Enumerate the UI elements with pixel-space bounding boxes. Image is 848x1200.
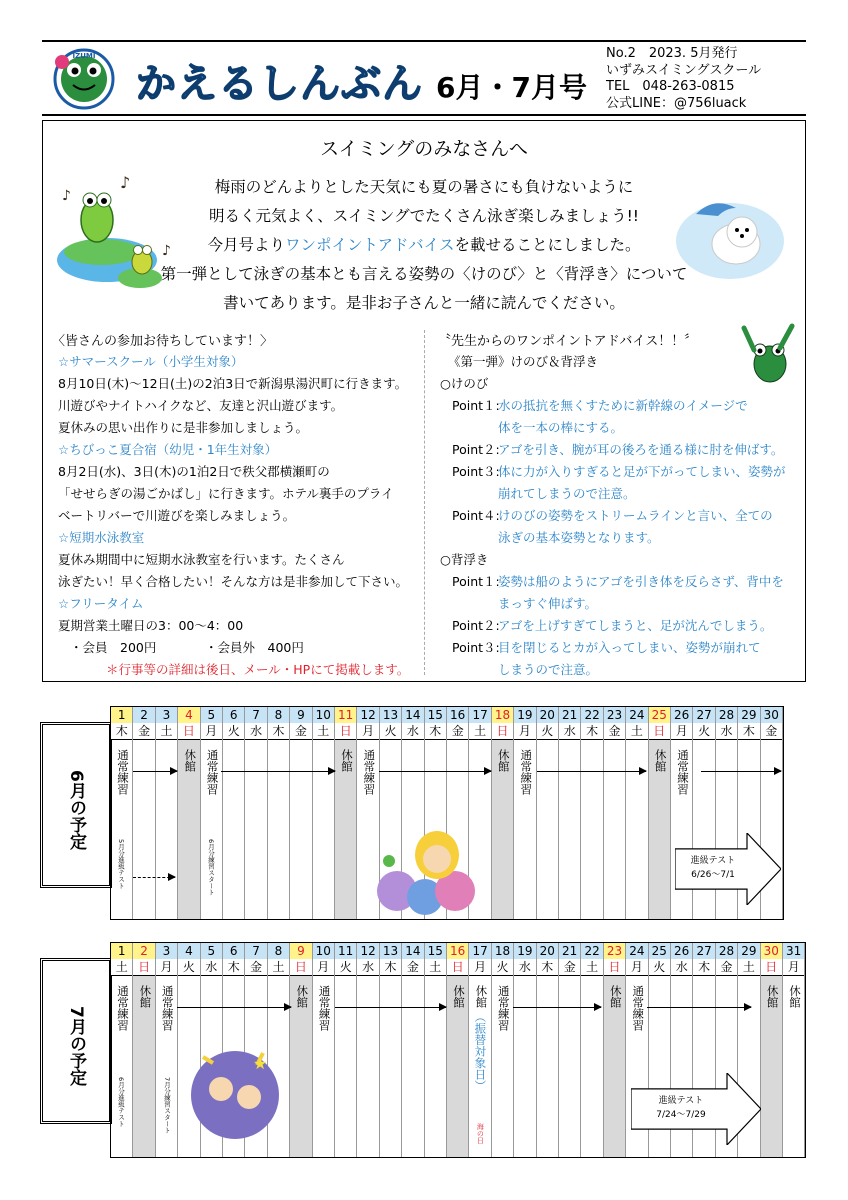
day-of-week: 木 xyxy=(380,959,401,976)
event-title: ☆サマースクール（小学生対象） xyxy=(58,354,244,369)
svg-text:♪: ♪ xyxy=(162,243,171,259)
schedule-arrow xyxy=(335,1007,446,1008)
day-number: 2 xyxy=(133,707,154,723)
day-of-week: 金 xyxy=(604,723,625,740)
day-of-week: 月 xyxy=(783,959,804,976)
day-number: 18 xyxy=(492,943,513,959)
svg-text:IZUMI: IZUMI xyxy=(72,52,96,60)
small-note: 7月分練習スタート xyxy=(163,1077,171,1134)
day-number: 19 xyxy=(514,707,535,723)
event-text: 川遊びやナイトハイクなど、友達と沢山遊びます。 xyxy=(58,398,344,413)
day-of-week: 日 xyxy=(290,959,311,976)
point-label: Point４: xyxy=(452,508,500,523)
day-number: 4 xyxy=(178,707,199,723)
day-number: 26 xyxy=(671,943,692,959)
day-number: 15 xyxy=(425,707,446,723)
point-text: 水の抵抗を無くすために新幹線のイメージで xyxy=(498,398,748,413)
day-number: 22 xyxy=(581,707,602,723)
day-of-week: 木 xyxy=(425,723,446,740)
day-of-week: 月 xyxy=(357,723,378,740)
pub-line: いずみスイミングスクール xyxy=(606,62,762,78)
point-text: 泳ぎの基本姿勢となります。 xyxy=(498,530,660,545)
point-text: 体に力が入りすぎると足が下がってしまい、姿勢が xyxy=(498,464,786,479)
day-number: 8 xyxy=(268,943,289,959)
schedule-arrow xyxy=(221,771,335,772)
event-title: ☆ちびっこ夏合宿（幼児・1年生対象） xyxy=(58,442,278,457)
greeting-line: 梅雨のどんよりとした天気にも夏の暑さにも負けないように xyxy=(214,178,634,196)
schedule-arrow xyxy=(701,771,781,772)
day-of-week: 土 xyxy=(425,959,446,976)
point-text: 目を閉じるとカが入ってしまい、姿勢が崩れて xyxy=(498,640,761,655)
closed-label: 休館 xyxy=(608,985,623,1008)
point-label: Point３: xyxy=(452,464,500,479)
advice-section-title: ○背浮き xyxy=(440,552,489,567)
day-of-week: 木 xyxy=(223,959,244,976)
greeting-text: を載せることにしました。 xyxy=(454,236,641,254)
day-of-week: 木 xyxy=(581,723,602,740)
day-of-week: 水 xyxy=(245,723,266,740)
day-of-week: 土 xyxy=(469,723,490,740)
day-number: 1 xyxy=(111,943,132,959)
normal-practice-label: 通常練習 xyxy=(519,749,534,795)
calendar-day-column xyxy=(156,707,178,919)
calendar-day-column xyxy=(783,943,805,1157)
calendar-day-column xyxy=(133,943,155,1157)
event-text: 夏期営業土曜日の3：00～4：00 xyxy=(58,618,244,633)
day-number: 20 xyxy=(537,707,558,723)
calendar-day-column xyxy=(335,707,357,919)
day-of-week: 火 xyxy=(335,959,356,976)
advice-heading: 〝先生からのワンポイントアドバイス！！〞 xyxy=(438,334,698,349)
day-number: 7 xyxy=(245,943,266,959)
calendar-day-column xyxy=(335,943,357,1157)
calendar-day-column xyxy=(357,943,379,1157)
point-text: まっすぐ伸ばす。 xyxy=(498,596,598,611)
price-member: ・会員 200円 xyxy=(70,640,157,655)
day-number: 13 xyxy=(380,707,401,723)
day-of-week: 土 xyxy=(268,959,289,976)
calendar-day-column xyxy=(559,943,581,1157)
schedule-arrow xyxy=(379,771,491,772)
test-period-label: 進級テスト xyxy=(658,1096,704,1106)
day-number: 14 xyxy=(402,707,423,723)
day-of-week: 水 xyxy=(716,723,737,740)
day-number: 24 xyxy=(626,943,647,959)
day-number: 12 xyxy=(357,707,378,723)
pub-line: No.2 2023. 5月発行 xyxy=(606,46,738,61)
pub-line: TEL 048-263-0815 xyxy=(606,79,735,94)
calendar-day-column xyxy=(514,943,536,1157)
calendar-day-column xyxy=(290,943,312,1157)
test-period-dates: 6/26～7/1 xyxy=(691,870,735,880)
issue-label: 6月・7月号 xyxy=(436,71,587,104)
day-of-week: 火 xyxy=(178,959,199,976)
greeting-text: 今月号より xyxy=(207,236,285,254)
day-of-week: 火 xyxy=(537,723,558,740)
event-title: ☆短期水泳教室 xyxy=(58,530,145,545)
point-text: 体を一本の棒にする。 xyxy=(498,420,624,435)
day-of-week: 土 xyxy=(313,723,334,740)
day-of-week: 月 xyxy=(156,959,177,976)
day-number: 29 xyxy=(738,943,759,959)
calendar-day-column xyxy=(425,943,447,1157)
event-text: 8月10日(木)～12日(土)の2泊3日で新潟県湯沢町に行きます。 xyxy=(58,376,408,391)
header-bottom-rule xyxy=(42,114,806,116)
small-note: 5月分進級テスト xyxy=(117,839,125,889)
price-nonmember: ・会員外 400円 xyxy=(205,640,304,655)
calendar-day-column xyxy=(492,707,514,919)
calendar-day-column xyxy=(313,707,335,919)
day-of-week: 月 xyxy=(514,723,535,740)
schedule-arrow xyxy=(537,771,646,772)
normal-practice-label: 通常練習 xyxy=(676,749,690,795)
day-of-week: 土 xyxy=(738,959,759,976)
column-divider xyxy=(424,330,425,675)
day-of-week: 水 xyxy=(671,959,692,976)
closed-label: 休館 xyxy=(340,749,354,772)
day-of-week: 火 xyxy=(693,723,714,740)
calendar-day-column xyxy=(649,707,671,919)
day-number: 21 xyxy=(559,707,580,723)
day-number: 31 xyxy=(783,943,804,959)
day-of-week: 土 xyxy=(626,723,647,740)
day-number: 14 xyxy=(402,943,423,959)
closed-label: 休館 xyxy=(295,985,310,1008)
header-top-rule xyxy=(42,40,806,42)
day-of-week: 金 xyxy=(559,959,580,976)
day-number: 29 xyxy=(738,707,759,723)
marine-day-label: 海の日 xyxy=(476,1123,485,1144)
calendar-day-column xyxy=(313,943,335,1157)
event-text: ベートリバーで川遊びを楽しみましょう。 xyxy=(58,508,296,523)
june-label-box xyxy=(40,722,112,888)
calendar-day-column xyxy=(133,707,155,919)
newsletter-title: かえるしんぶん xyxy=(136,61,423,107)
day-of-week: 金 xyxy=(402,959,423,976)
calendar-day-column xyxy=(761,943,783,1157)
calendar-day-column xyxy=(290,707,312,919)
day-number: 22 xyxy=(581,943,602,959)
day-of-week: 火 xyxy=(380,723,401,740)
point-text: アゴを上げすぎてしまうと、足が沈んでしまう。 xyxy=(498,618,773,633)
day-of-week: 木 xyxy=(268,723,289,740)
day-of-week: 水 xyxy=(514,959,535,976)
day-number: 13 xyxy=(380,943,401,959)
june-calendar xyxy=(110,706,784,920)
substitute-day-label: （振替対象日） xyxy=(473,1011,488,1092)
closed-label: 休館 xyxy=(474,985,489,1008)
closed-label: 休館 xyxy=(138,985,153,1008)
hydrangea-illustration xyxy=(367,825,485,917)
schedule-arrow xyxy=(133,771,177,772)
day-number: 23 xyxy=(604,707,625,723)
day-number: 23 xyxy=(604,943,625,959)
test-period-dates: 7/24～7/29 xyxy=(656,1110,706,1120)
day-number: 25 xyxy=(649,943,670,959)
calendar-day-column xyxy=(268,707,290,919)
svg-text:♪: ♪ xyxy=(62,188,71,204)
day-of-week: 月 xyxy=(469,959,490,976)
point-text: 崩れてしまうので注意。 xyxy=(498,486,636,501)
day-of-week: 火 xyxy=(223,723,244,740)
test-period-arrow xyxy=(631,1073,761,1145)
closed-label: 休館 xyxy=(788,985,802,1008)
test-period-label: 進級テスト xyxy=(690,856,736,866)
closed-label: 休館 xyxy=(183,749,198,772)
day-number: 11 xyxy=(335,943,356,959)
day-of-week: 金 xyxy=(761,723,782,740)
day-number: 3 xyxy=(156,943,177,959)
day-of-week: 日 xyxy=(133,959,154,976)
calendar-day-column xyxy=(380,943,402,1157)
day-of-week: 金 xyxy=(245,959,266,976)
event-text: 「せせらぎの湯ごかばし」に行きます。ホテル裏手のプライ xyxy=(58,486,394,501)
point-text: しまうので注意。 xyxy=(498,662,599,677)
day-number: 27 xyxy=(693,943,714,959)
day-number: 6 xyxy=(223,943,244,959)
greeting-line: 書いてあります。是非お子さんと一緒に読んでください。 xyxy=(223,294,625,312)
calendar-day-column xyxy=(223,707,245,919)
calendar-day-column xyxy=(559,707,581,919)
calendar-day-column xyxy=(245,707,267,919)
calendar-day-column xyxy=(537,943,559,1157)
point-text: けのびの姿勢をストリームラインと言い、全ての xyxy=(498,508,773,523)
day-number: 24 xyxy=(626,707,647,723)
greeting-line: 第一弾として泳ぎの基本とも言える姿勢の〈けのび〉と〈背浮き〉について xyxy=(160,265,688,283)
point-label: Point２: xyxy=(452,618,500,633)
day-number: 10 xyxy=(313,707,334,723)
day-number: 26 xyxy=(671,707,692,723)
day-number: 11 xyxy=(335,707,356,723)
day-number: 16 xyxy=(447,707,468,723)
svg-text:★: ★ xyxy=(253,1054,268,1073)
greeting-title: スイミングのみなさんへ xyxy=(320,138,528,160)
normal-practice-label: 通常練習 xyxy=(205,749,220,795)
day-of-week: 金 xyxy=(447,723,468,740)
closed-label: 休館 xyxy=(452,985,466,1008)
day-number: 6 xyxy=(223,707,244,723)
day-of-week: 日 xyxy=(335,723,356,740)
tanabata-illustration xyxy=(183,1043,287,1141)
day-of-week: 土 xyxy=(111,959,132,976)
closed-label: 休館 xyxy=(765,985,780,1008)
day-number: 3 xyxy=(156,707,177,723)
day-number: 1 xyxy=(111,707,132,723)
test-period-arrow xyxy=(675,833,781,905)
day-of-week: 月 xyxy=(313,959,334,976)
normal-practice-label: 通常練習 xyxy=(116,985,130,1031)
events-note: ＊行事等の詳細は後日、メール・HPにて掲載します。 xyxy=(106,662,410,677)
day-of-week: 水 xyxy=(402,723,423,740)
small-note: 6月分練習スタート xyxy=(207,839,215,896)
day-of-week: 火 xyxy=(649,959,670,976)
day-of-week: 日 xyxy=(761,959,782,976)
small-note: 6月分進級テスト xyxy=(117,1077,125,1127)
day-of-week: 日 xyxy=(447,959,468,976)
normal-practice-label: 通常練習 xyxy=(631,985,646,1031)
june-label: 6月の予定 xyxy=(66,770,86,850)
day-of-week: 月 xyxy=(626,959,647,976)
schedule-arrow xyxy=(647,1007,751,1008)
day-number: 9 xyxy=(290,943,311,959)
closed-label: 休館 xyxy=(653,749,668,772)
day-number: 17 xyxy=(469,943,490,959)
event-text: 泳ぎたい！早く合格したい！そんな方は是非参加して下さい。 xyxy=(58,574,409,589)
calendar-day-column xyxy=(581,943,603,1157)
day-of-week: 日 xyxy=(178,723,199,740)
day-number: 8 xyxy=(268,707,289,723)
calendar-day-column xyxy=(447,943,469,1157)
july-calendar xyxy=(110,942,806,1158)
day-of-week: 月 xyxy=(671,723,692,740)
day-of-week: 火 xyxy=(492,959,513,976)
event-text: 夏休み期間中に短期水泳教室を行います。たくさん xyxy=(58,552,345,567)
pub-line: 公式LINE：@756luack xyxy=(606,95,747,111)
jumping-frog-illustration xyxy=(740,320,796,388)
july-label: 7月の予定 xyxy=(66,1006,86,1086)
july-label-box xyxy=(40,958,112,1124)
normal-practice-label: 通常練習 xyxy=(317,985,332,1031)
day-number: 7 xyxy=(245,707,266,723)
point-label: Point１: xyxy=(452,574,500,589)
day-number: 28 xyxy=(716,707,737,723)
greeting-line: 明るく元気よく、スイミングでたくさん泳ぎ楽しみましょう!! xyxy=(209,207,639,225)
calendar-day-column xyxy=(492,943,514,1157)
point-text: アゴを引き、腕が耳の後ろを通る様に肘を伸ばす。 xyxy=(498,442,784,457)
calendar-day-column xyxy=(402,943,424,1157)
advice-subheading: 《第一弾》けのび＆背浮き xyxy=(448,354,599,369)
day-number: 18 xyxy=(492,707,513,723)
day-of-week: 水 xyxy=(201,959,222,976)
day-of-week: 金 xyxy=(716,959,737,976)
events-heading: 〈皆さんの参加お待ちしています！〉 xyxy=(52,334,274,349)
day-number: 28 xyxy=(716,943,737,959)
day-number: 10 xyxy=(313,943,334,959)
normal-practice-label: 通常練習 xyxy=(116,749,130,795)
day-of-week: 木 xyxy=(693,959,714,976)
day-number: 9 xyxy=(290,707,311,723)
day-of-week: 金 xyxy=(133,723,154,740)
event-text: 夏休みの思い出作りに是非参加しましょう。 xyxy=(58,420,309,435)
day-of-week: 水 xyxy=(357,959,378,976)
day-of-week: 土 xyxy=(581,959,602,976)
schedule-arrow xyxy=(177,1007,291,1008)
day-of-week: 木 xyxy=(537,959,558,976)
advice-section-title: ○けのび xyxy=(440,376,489,391)
day-number: 12 xyxy=(357,943,378,959)
greeting-line xyxy=(0,233,848,255)
calendar-day-column xyxy=(604,943,626,1157)
day-of-week: 金 xyxy=(290,723,311,740)
schedule-arrow xyxy=(133,877,175,878)
day-of-week: 日 xyxy=(492,723,513,740)
day-of-week: 土 xyxy=(156,723,177,740)
point-text: 姿勢は船のようにアゴを引き体を反らさず、背中を xyxy=(498,574,784,589)
point-label: Point３: xyxy=(452,640,500,655)
calendar-day-column xyxy=(537,707,559,919)
day-number: 4 xyxy=(178,943,199,959)
day-number: 21 xyxy=(559,943,580,959)
normal-practice-label: 通常練習 xyxy=(496,985,511,1031)
day-number: 19 xyxy=(514,943,535,959)
svg-text:♪: ♪ xyxy=(120,173,131,192)
day-number: 17 xyxy=(469,707,490,723)
frog-logo-icon xyxy=(48,48,120,108)
day-number: 16 xyxy=(447,943,468,959)
day-number: 27 xyxy=(693,707,714,723)
point-label: Point２: xyxy=(452,442,500,457)
calendar-day-column xyxy=(178,707,200,919)
calendar-day-column xyxy=(514,707,536,919)
day-of-week: 木 xyxy=(111,723,132,740)
day-number: 2 xyxy=(133,943,154,959)
day-number: 15 xyxy=(425,943,446,959)
event-title: ☆フリータイム xyxy=(58,596,144,611)
day-of-week: 日 xyxy=(649,723,670,740)
day-number: 5 xyxy=(201,707,222,723)
greeting-highlight: ワンポイントアドバイス xyxy=(284,236,455,254)
event-text: 8月2日(水)、3日(木)の1泊2日で秩父郡横瀬町の xyxy=(58,464,330,479)
day-of-week: 水 xyxy=(559,723,580,740)
day-number: 30 xyxy=(761,943,782,959)
day-number: 5 xyxy=(201,943,222,959)
normal-practice-label: 通常練習 xyxy=(362,749,377,795)
day-of-week: 月 xyxy=(201,723,222,740)
day-of-week: 日 xyxy=(604,959,625,976)
day-number: 30 xyxy=(761,707,782,723)
schedule-arrow xyxy=(513,1007,601,1008)
calendar-day-column xyxy=(626,707,648,919)
day-number: 20 xyxy=(537,943,558,959)
closed-label: 休館 xyxy=(496,749,511,772)
day-number: 25 xyxy=(649,707,670,723)
point-label: Point１: xyxy=(452,398,500,413)
normal-practice-label: 通常練習 xyxy=(160,985,175,1031)
publication-info xyxy=(606,46,761,112)
calendar-day-column xyxy=(581,707,603,919)
calendar-day-column xyxy=(604,707,626,919)
day-of-week: 木 xyxy=(738,723,759,740)
